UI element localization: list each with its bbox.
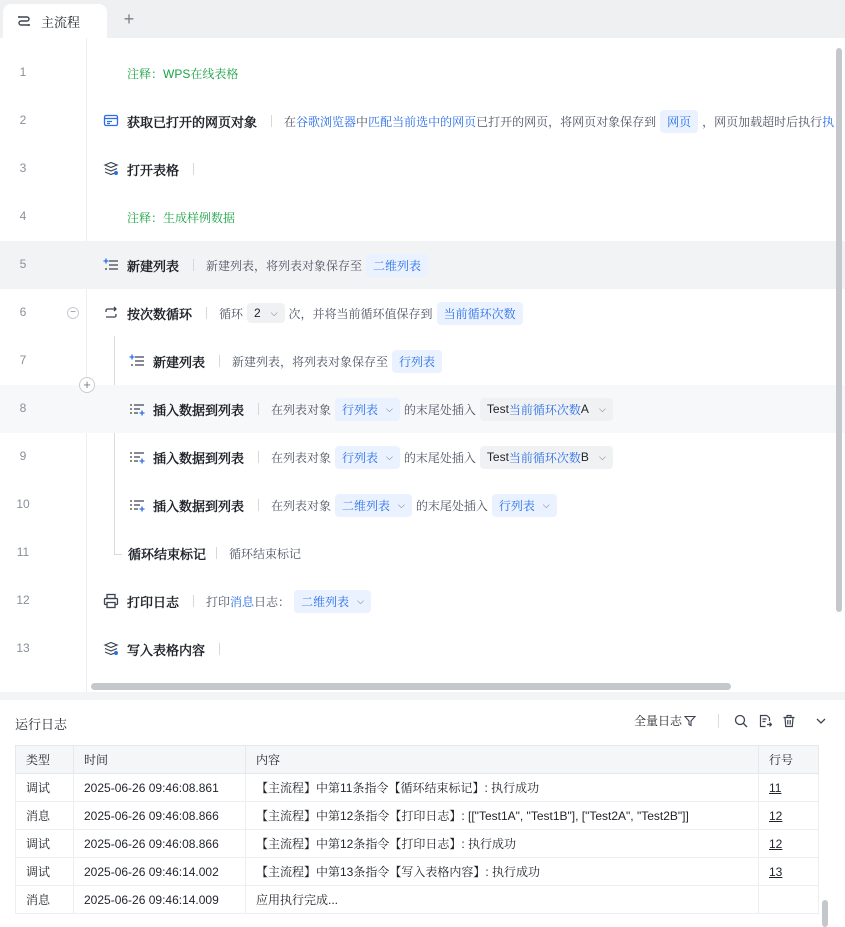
line-number: 8 (19, 401, 27, 415)
tab-bar (0, 0, 845, 38)
search-icon[interactable] (733, 713, 749, 729)
column-header[interactable]: 内容 (246, 746, 759, 774)
command-title: 获取已打开的网页对象 (127, 114, 258, 130)
param-link[interactable]: 谷歌浏览器 (296, 114, 357, 129)
line-number: 11 (16, 545, 30, 559)
line-number: 6 (19, 305, 27, 319)
command-title: 插入数据到列表 (153, 402, 245, 418)
chevron-down-icon: ⌵ (398, 499, 405, 510)
command-title: 循环结束标记 (128, 546, 207, 562)
log-line-link[interactable]: 12 (759, 830, 819, 858)
variable-name: 行列表 (342, 402, 379, 417)
log-content: 应用执行完成... (246, 886, 759, 914)
tab-main-flow[interactable] (3, 4, 107, 38)
vertical-scrollbar[interactable] (836, 48, 842, 612)
flow-row[interactable] (0, 193, 845, 241)
add-tab-button[interactable]: + (123, 9, 135, 29)
list-insert-icon (129, 449, 145, 465)
desc-text: 在 (284, 114, 297, 129)
variable-chip[interactable]: 二维列表 (366, 254, 428, 277)
insert-command-button[interactable]: + (79, 377, 95, 393)
run-log-panel (0, 700, 845, 927)
variable-name: 行列表 (342, 450, 379, 465)
desc-text: ，网页加载超时后执行 (702, 114, 823, 129)
command-title: 打开表格 (127, 162, 180, 178)
log-row[interactable] (16, 830, 819, 858)
command-title: 插入数据到列表 (153, 450, 245, 466)
log-line-link[interactable]: 12 (759, 802, 819, 830)
line-number: 2 (19, 113, 27, 127)
column-header[interactable]: 时间 (74, 746, 246, 774)
flow-row[interactable] (0, 241, 845, 289)
value-select[interactable] (480, 446, 613, 469)
line-number: 3 (19, 161, 27, 175)
browser-object-icon (103, 113, 119, 129)
desc-text: 打印 (206, 594, 231, 609)
flow-row[interactable] (0, 529, 845, 577)
chevron-down-icon: ⌵ (386, 403, 393, 414)
log-content: 【主流程】中第12条指令【打印日志】: 执行成功 (246, 830, 759, 858)
log-toolbar (634, 712, 829, 729)
tab-label: 主流程 (41, 14, 81, 30)
desc-text: 新建列表，将列表对象保存至 (232, 354, 389, 369)
param-link[interactable]: 匹配当前选中的网页 (368, 114, 477, 129)
chevron-down-icon[interactable] (813, 713, 829, 729)
variable-name: 二维列表 (342, 498, 391, 513)
count-value: 2 (254, 306, 261, 320)
list-new-icon (103, 257, 119, 273)
log-type: 消息 (16, 886, 74, 914)
desc-text: 在列表对象 (271, 450, 332, 465)
line-number: 5 (19, 257, 27, 271)
line-number: 9 (19, 449, 27, 463)
variable-name: 行列表 (498, 498, 535, 513)
log-time: 2025-06-26 09:46:08.866 (74, 830, 246, 858)
variable-chip[interactable]: 网页 (660, 110, 698, 133)
variable-select[interactable] (335, 494, 412, 517)
flow-row[interactable] (0, 625, 845, 673)
value-text: B (580, 450, 589, 464)
log-scrollbar[interactable] (822, 900, 828, 927)
log-table-header (16, 746, 819, 774)
column-header[interactable]: 类型 (16, 746, 74, 774)
export-log-icon[interactable] (757, 713, 773, 729)
chevron-down-icon: ⌵ (598, 403, 606, 414)
line-number: 13 (16, 641, 30, 655)
desc-text: 在列表对象 (271, 402, 332, 417)
value-text: A (580, 402, 589, 416)
log-line-link[interactable]: 11 (759, 774, 819, 802)
command-title: 新建列表 (153, 354, 206, 370)
param-link[interactable]: 执 (822, 114, 835, 129)
log-content: 【主流程】中第12条指令【打印日志】: [["Test1A", "Test1B"], ["Test2A", "Test2B"]] (246, 802, 759, 830)
desc-text: 在列表对象 (271, 498, 332, 513)
command-title: 插入数据到列表 (153, 498, 245, 514)
desc-text: 的末尾处插入 (415, 498, 488, 513)
flow-row[interactable] (0, 337, 845, 385)
command-title: 写入表格内容 (127, 642, 206, 658)
desc-text: 的末尾处插入 (403, 402, 476, 417)
log-type: 调试 (16, 774, 74, 802)
log-row[interactable] (16, 774, 819, 802)
chevron-down-icon: ⌵ (270, 307, 278, 318)
log-table (15, 745, 819, 914)
command-title: 新建列表 (127, 258, 180, 274)
chevron-down-icon: ⌵ (386, 451, 393, 462)
desc-text: 新建列表，将列表对象保存至 (206, 258, 363, 273)
list-insert-icon (129, 497, 145, 513)
loop-icon (103, 305, 119, 321)
desc-text: 中 (356, 114, 369, 129)
print-icon (103, 593, 119, 609)
value-text: Test (486, 450, 509, 464)
value-variable: 当前循环次数 (508, 402, 581, 417)
log-filter-label: 全量日志 (633, 714, 682, 728)
flow-row[interactable] (0, 97, 845, 145)
table-open-icon (103, 161, 119, 177)
comment-text: 注释：生成样例数据 (127, 210, 236, 225)
filter-icon (684, 715, 696, 727)
count-select[interactable] (247, 303, 285, 323)
log-time: 2025-06-26 09:46:08.861 (74, 774, 246, 802)
flow-icon (17, 14, 31, 28)
log-row[interactable] (16, 886, 819, 914)
log-type: 消息 (16, 802, 74, 830)
log-time: 2025-06-26 09:46:14.002 (74, 858, 246, 886)
desc-text: 的末尾处插入 (403, 450, 476, 465)
log-line-link[interactable]: 13 (759, 858, 819, 886)
chevron-down-icon: ⌵ (598, 451, 606, 462)
line-number: 12 (16, 593, 30, 607)
column-header[interactable]: 行号 (759, 746, 819, 774)
variable-select[interactable] (294, 590, 371, 613)
log-row[interactable] (16, 858, 819, 886)
desc-text: 循环 (219, 306, 244, 321)
command-title: 打印日志 (127, 594, 180, 610)
horizontal-scrollbar[interactable] (91, 683, 731, 690)
log-content: 【主流程】中第13条指令【写入表格内容】: 执行成功 (246, 858, 759, 886)
table-write-icon (103, 641, 119, 657)
log-type: 调试 (16, 830, 74, 858)
log-line-link[interactable] (759, 886, 819, 914)
flow-row[interactable] (0, 577, 845, 625)
flow-row[interactable] (0, 385, 845, 433)
trash-icon[interactable] (781, 713, 797, 729)
line-number: 10 (16, 497, 30, 511)
param-link[interactable]: 消息 (230, 594, 255, 609)
list-new-icon (129, 353, 145, 369)
command-title: 按次数循环 (127, 306, 193, 322)
comment-text: 注释：WPS在线表格 (127, 66, 239, 81)
log-time: 2025-06-26 09:46:08.866 (74, 802, 246, 830)
chevron-down-icon: ⌵ (357, 595, 364, 606)
flow-row[interactable] (0, 145, 845, 193)
list-insert-icon (129, 401, 145, 417)
desc-text: 已打开的网页，将网页对象保存到 (476, 114, 657, 129)
log-content: 【主流程】中第11条指令【循环结束标记】: 执行成功 (246, 774, 759, 802)
value-variable: 当前循环次数 (508, 450, 581, 465)
value-select[interactable] (480, 398, 613, 421)
flow-editor (0, 38, 845, 692)
flow-row[interactable] (0, 289, 845, 337)
variable-chip[interactable]: 行列表 (392, 350, 442, 373)
log-type: 调试 (16, 858, 74, 886)
line-number: 7 (19, 353, 27, 367)
variable-select[interactable] (335, 446, 400, 469)
collapse-toggle[interactable]: − (67, 307, 79, 319)
line-number: 4 (19, 209, 27, 223)
desc-text: 循环结束标记 (229, 546, 302, 561)
flow-row[interactable] (0, 433, 845, 481)
flow-row[interactable] (0, 49, 845, 97)
desc-text: 日志： (254, 594, 291, 609)
variable-chip[interactable]: 当前循环次数 (437, 302, 523, 325)
chevron-down-icon: ⌵ (542, 499, 550, 510)
variable-select[interactable] (492, 494, 557, 517)
variable-name: 二维列表 (301, 594, 350, 609)
log-row[interactable] (16, 802, 819, 830)
log-panel-title: 运行日志 (15, 717, 68, 732)
line-number: 1 (19, 65, 27, 79)
log-level-filter[interactable] (634, 712, 696, 729)
value-text: Test (486, 402, 509, 416)
flow-row[interactable] (0, 481, 845, 529)
variable-select[interactable] (335, 398, 400, 421)
desc-text: 次，并将当前循环值保存到 (288, 306, 433, 321)
log-time: 2025-06-26 09:46:14.009 (74, 886, 246, 914)
